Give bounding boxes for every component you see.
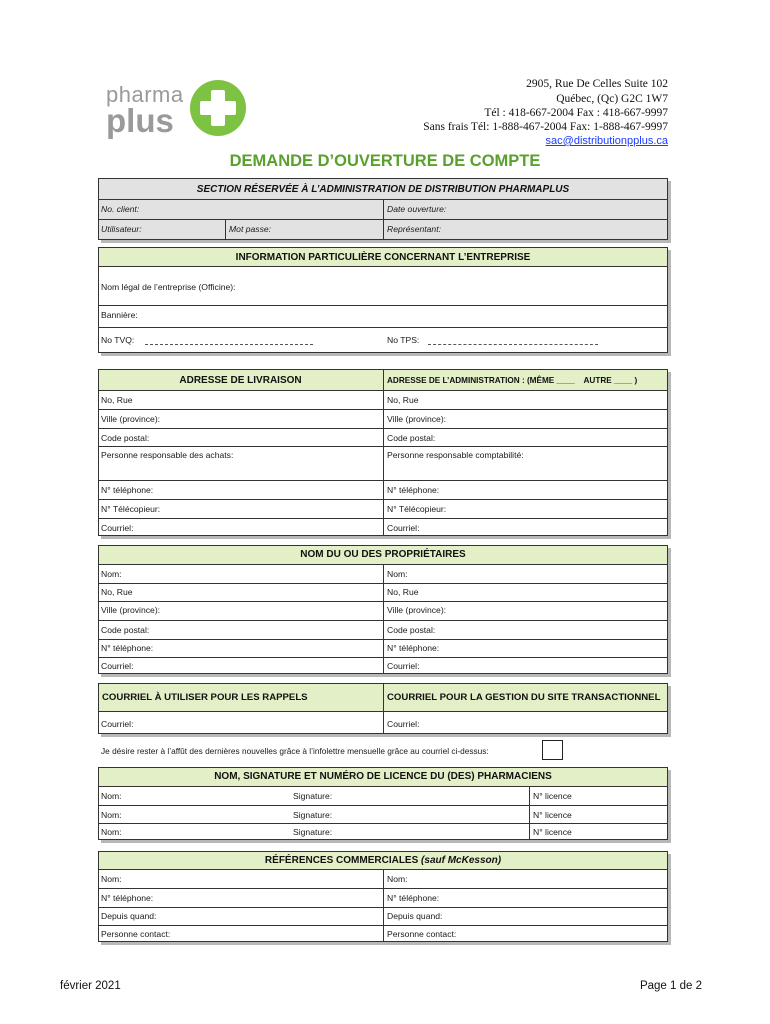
utilisateur-label: Utilisateur: (101, 224, 142, 234)
address-line-2: Québec, (Qc) G2C 1W7 (556, 93, 668, 105)
pharmacien-2-licence-label: N° licence (533, 810, 572, 820)
reference-2-telephone-label: N° téléphone: (387, 893, 440, 903)
livraison-no-rue-label: No, Rue (101, 395, 133, 405)
mot-passe-label: Mot passe: (229, 224, 272, 234)
reference-2-contact-label: Personne contact: (387, 929, 457, 939)
admin-no-rue-label: No, Rue (387, 395, 419, 405)
livraison-code-postal-label: Code postal: (101, 433, 150, 443)
no-tvq-field[interactable] (145, 344, 313, 345)
reference-1-depuis-label: Depuis quand: (101, 911, 157, 921)
livraison-ville-label: Ville (province): (101, 414, 161, 424)
livraison-telephone-label: N° téléphone: (101, 485, 154, 495)
banniere-field[interactable] (145, 307, 664, 325)
logo-word-plus: plus (106, 102, 174, 139)
proprio-1-nom-label: Nom: (101, 569, 122, 579)
footer-date: février 2021 (60, 980, 121, 992)
entreprise-section-header: INFORMATION PARTICULIÈRE CONCERNANT L’ENTREPRISE (235, 252, 531, 263)
proprio-2-telephone-label: N° téléphone: (387, 643, 440, 653)
no-tps-label: No TPS: (387, 335, 420, 345)
resp-achats-label: Personne responsable des achats: (101, 450, 234, 460)
admin-courriel-label: Courriel: (387, 523, 420, 533)
no-tps-field[interactable] (428, 344, 598, 345)
admin-code-postal-label: Code postal: (387, 433, 436, 443)
address-line-3: Tél : 418-667-2004 Fax : 418-667-9997 (484, 107, 668, 119)
references-header-italic: (sauf McKesson) (421, 855, 502, 866)
livraison-telecopieur-label: N° Télécopieur: (101, 504, 161, 514)
livraison-header-right: ADRESSE DE L’ADMINISTRATION : (MÊME ____ AUTRE ____ ) (387, 376, 638, 385)
date-ouverture-label: Date ouverture: (387, 204, 447, 214)
address-email-link[interactable]: sac@distributionpplus.ca (545, 135, 668, 147)
courriel-site-header: COURRIEL POUR LA GESTION DU SITE TRANSACTIONNEL (387, 692, 661, 703)
address-line-4: Sans frais Tél: 1-888-467-2004 Fax: 1-888-467-9997 (423, 121, 668, 133)
references-header-main: RÉFÉRENCES COMMERCIALES (264, 855, 422, 866)
proprio-1-code-postal-label: Code postal: (101, 625, 150, 635)
reference-1-nom-label: Nom: (101, 874, 122, 884)
pharmaplus-logo (100, 78, 250, 142)
pharmacien-3-nom-label: Nom: (101, 827, 122, 837)
infolettre-checkbox[interactable] (542, 740, 563, 760)
courriel-site-label: Courriel: (387, 719, 420, 729)
pharmacien-1-signature-label: Signature: (293, 791, 333, 801)
footer-page-number: Page 1 de 2 (639, 980, 702, 992)
proprio-2-code-postal-label: Code postal: (387, 625, 436, 635)
no-tvq-label: No TVQ: (101, 335, 135, 345)
proprio-1-courriel-label: Courriel: (101, 661, 134, 671)
nom-legal-label: Nom légal de l’entreprise (Officine): (101, 282, 236, 292)
pharmacien-3-signature-label: Signature: (293, 827, 333, 837)
proprio-2-ville-label: Ville (province): (387, 605, 447, 615)
livraison-courriel-label: Courriel: (101, 523, 134, 533)
proprio-1-telephone-label: N° téléphone: (101, 643, 154, 653)
pharmacien-2-nom-label: Nom: (101, 810, 122, 820)
representant-label: Représentant: (387, 224, 441, 234)
proprio-2-no-rue-label: No, Rue (387, 587, 419, 597)
logo-word-pharma: pharma (106, 82, 184, 107)
admin-telephone-label: N° téléphone: (387, 485, 440, 495)
proprio-1-ville-label: Ville (province): (101, 605, 161, 615)
reference-1-contact-label: Personne contact: (101, 929, 171, 939)
address-line-1: 2905, Rue De Celles Suite 102 (526, 78, 668, 90)
admin-ville-label: Ville (province): (387, 414, 447, 424)
page-title: DEMANDE D’OUVERTURE DE COMPTE (229, 152, 541, 170)
no-client-label: No. client: (101, 204, 140, 214)
courriel-rappels-label: Courriel: (101, 719, 134, 729)
admin-section-header: SECTION RÉSERVÉE À L’ADMINISTRATION DE DISTRIBUTION PHARMAPLUS (196, 184, 570, 195)
nom-legal-field[interactable] (250, 272, 664, 302)
pharmaciens-header: NOM, SIGNATURE ET NUMÉRO DE LICENCE DU (DES) PHARMACIENS (214, 771, 552, 782)
pharmacien-2-signature-label: Signature: (293, 810, 333, 820)
pharmacien-3-licence-label: N° licence (533, 827, 572, 837)
resp-compta-label: Personne responsable comptabilité: (387, 450, 524, 460)
proprio-2-courriel-label: Courriel: (387, 661, 420, 671)
proprio-2-nom-label: Nom: (387, 569, 408, 579)
reference-2-depuis-label: Depuis quand: (387, 911, 443, 921)
courriel-rappels-header: COURRIEL À UTILISER POUR LES RAPPELS (102, 692, 308, 703)
admin-telecopieur-label: N° Télécopieur: (387, 504, 447, 514)
infolettre-text: Je désire rester à l’affût des dernières nouvelles grâce à l’infolettre mensuelle grâce au courriel ci-dessus: (101, 746, 489, 756)
banniere-label: Bannière: (101, 310, 138, 320)
references-header (98, 855, 668, 866)
pharmacien-1-nom-label: Nom: (101, 791, 122, 801)
proprio-1-no-rue-label: No, Rue (101, 587, 133, 597)
reference-2-nom-label: Nom: (387, 874, 408, 884)
reference-1-telephone-label: N° téléphone: (101, 893, 154, 903)
pharmacien-1-licence-label: N° licence (533, 791, 572, 801)
livraison-header-left: ADRESSE DE LIVRAISON (179, 375, 302, 386)
proprietaires-header: NOM DU OU DES PROPRIÉTAIRES (300, 549, 466, 560)
